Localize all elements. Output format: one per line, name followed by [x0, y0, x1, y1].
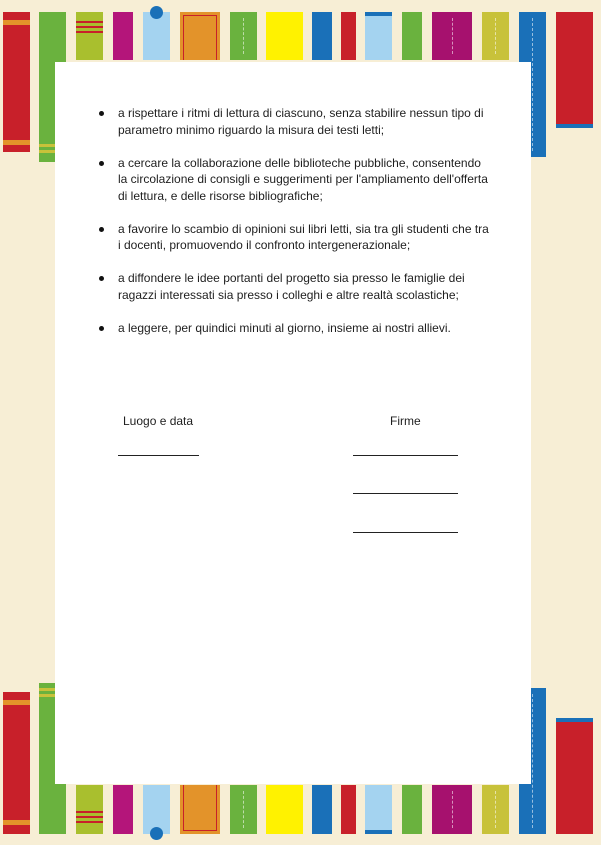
signature-line: [353, 493, 458, 494]
book-spine: [113, 12, 133, 60]
book-spine: [556, 718, 593, 834]
book-spine: [180, 785, 220, 834]
book-spine: [266, 12, 303, 60]
book-spine: [113, 785, 133, 834]
signature-line: [353, 532, 458, 533]
book-spine: [143, 12, 170, 60]
list-item: a leggere, per quindici minuti al giorno, insieme ai nostri allievi.: [110, 320, 490, 337]
list-item: a rispettare i ritmi di lettura di ciascuno, senza stabilire nessun tipo di parametro minimo riguardo la misura dei testi letti;: [110, 105, 490, 138]
book-spine: [312, 785, 332, 834]
book-spine: [76, 12, 103, 60]
book-spine: [230, 12, 257, 60]
commitments-list: [110, 105, 490, 353]
book-spine: [312, 12, 332, 60]
book-spine: [365, 785, 392, 834]
signature-line: [353, 455, 458, 456]
book-spine: [266, 785, 303, 834]
book-spine: [556, 12, 593, 128]
book-spine: [76, 785, 103, 834]
book-spine: [143, 785, 170, 834]
book-spine: [341, 12, 356, 60]
book-spine: [3, 692, 30, 834]
book-spine: [341, 785, 356, 834]
book-spine: [3, 12, 30, 152]
book-spine: [432, 785, 472, 834]
book-spine: [482, 785, 509, 834]
document-page: [55, 62, 531, 784]
list-item: a diffondere le idee portanti del progetto sia presso le famiglie dei ragazzi interessati sia presso i colleghi e altre realtà scolastiche;: [110, 270, 490, 303]
book-spine: [402, 785, 422, 834]
place-date-line: [118, 455, 199, 456]
book-spine: [365, 12, 392, 60]
book-spine: [230, 785, 257, 834]
list-item: a favorire lo scambio di opinioni sui libri letti, sia tra gli studenti che tra i docenti, promuovendo il confronto intergenerazionale;: [110, 221, 490, 254]
book-spine: [432, 12, 472, 60]
place-date-label: Luogo e data: [123, 414, 194, 428]
book-spine: [180, 12, 220, 60]
book-spine: [482, 12, 509, 60]
list-item: a cercare la collaborazione delle biblioteche pubbliche, consentendo la circolazione di consigli e suggerimenti per l'ampliamento dell'offerta di lettura, e delle risorse bibliografiche;: [110, 155, 490, 205]
signatures-label: Firme: [390, 414, 421, 428]
book-spine: [402, 12, 422, 60]
